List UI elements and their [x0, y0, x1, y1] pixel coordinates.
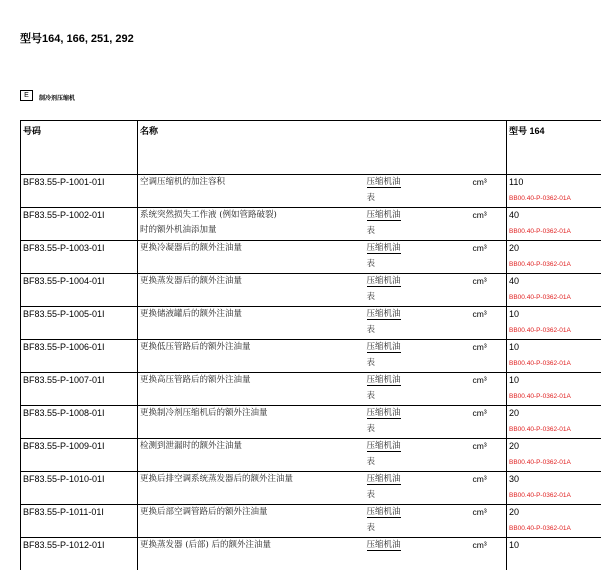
value: 20 — [507, 505, 601, 522]
header-part-no: 号码 — [21, 121, 138, 175]
unit: cm³ — [471, 307, 507, 324]
description — [138, 373, 365, 406]
medium-label: 压缩机油 — [366, 375, 401, 385]
medium-label: 压缩机油 — [366, 441, 401, 451]
table-row — [21, 274, 601, 291]
value: 10 — [507, 538, 601, 555]
reference-link[interactable]: BB00.40-P-0362-01A — [507, 521, 601, 538]
medium-label: 压缩机油 — [366, 342, 401, 352]
header-name: 名称 — [138, 121, 365, 175]
table-row — [21, 373, 601, 390]
value: 20 — [507, 241, 601, 258]
unit-blank — [471, 224, 507, 241]
table-label: 表 — [366, 325, 376, 335]
unit-blank — [471, 554, 507, 570]
description-line-1: 更换制冷剂压缩机后的额外注油量 — [140, 408, 268, 418]
unit-blank — [471, 290, 507, 307]
table-label: 表 — [366, 490, 376, 500]
unit: cm³ — [471, 241, 507, 258]
medium — [365, 439, 471, 456]
description — [138, 538, 365, 571]
medium-label: 压缩机油 — [366, 243, 401, 253]
reference-link[interactable]: BB00.40-P-0362-01A — [507, 488, 601, 505]
description-line-1: 更换储液罐后的额外注油量 — [140, 309, 243, 319]
unit-blank — [471, 455, 507, 472]
table-row — [21, 538, 601, 555]
medium — [365, 505, 471, 522]
unit: cm³ — [471, 340, 507, 357]
table-row — [21, 505, 601, 522]
unit-blank — [471, 257, 507, 274]
unit-blank — [471, 356, 507, 373]
value: 20 — [507, 406, 601, 423]
unit: cm³ — [471, 208, 507, 225]
medium-label: 压缩机油 — [366, 540, 401, 550]
medium-label: 压缩机油 — [366, 507, 401, 517]
description-line-1: 更换蒸发器后的额外注油量 — [140, 276, 243, 286]
description — [138, 439, 365, 472]
value: 10 — [507, 373, 601, 390]
table-body — [21, 175, 601, 571]
medium-label: 压缩机油 — [366, 210, 401, 220]
part-number: BF83.55-P-1002-01I — [21, 208, 138, 241]
table-row — [21, 340, 601, 357]
value: 10 — [507, 307, 601, 324]
description — [138, 406, 365, 439]
description-line-1: 更换后部空调管路后的额外注油量 — [140, 507, 268, 517]
description — [138, 274, 365, 307]
part-number: BF83.55-P-1003-01I — [21, 241, 138, 274]
description — [138, 307, 365, 340]
section-icon: E — [20, 90, 33, 101]
medium — [365, 208, 471, 225]
header-blank-unit — [471, 121, 507, 175]
unit-blank — [471, 323, 507, 340]
unit-blank — [471, 488, 507, 505]
part-number: BF83.55-P-1004-01I — [21, 274, 138, 307]
table-row — [21, 175, 601, 192]
part-number: BF83.55-P-1008-01I — [21, 406, 138, 439]
part-number: BF83.55-P-1012-01I — [21, 538, 138, 571]
table-label — [365, 554, 471, 570]
header-blank-medium — [365, 121, 471, 175]
table-header-row — [21, 121, 601, 175]
reference-link[interactable] — [507, 554, 601, 570]
unit: cm³ — [471, 439, 507, 456]
table-row — [21, 472, 601, 489]
medium-label: 压缩机油 — [366, 474, 401, 484]
table-label: 表 — [366, 523, 376, 533]
data-table — [20, 120, 601, 570]
medium — [365, 538, 471, 555]
description-line-1: 更换后排空调系统蒸发器后的额外注油量 — [140, 474, 294, 484]
table-label: 表 — [366, 292, 376, 302]
medium-label: 压缩机油 — [366, 276, 401, 286]
table-label: 表 — [366, 193, 376, 203]
reference-link[interactable]: BB00.40-P-0362-01A — [507, 356, 601, 373]
table-row — [21, 208, 601, 225]
page-title: 型号164, 166, 251, 292 — [20, 33, 134, 45]
unit: cm³ — [471, 274, 507, 291]
part-number: BF83.55-P-1001-01I — [21, 175, 138, 208]
part-number: BF83.55-P-1007-01I — [21, 373, 138, 406]
description-line-1: 更换冷凝器后的额外注油量 — [140, 243, 243, 253]
medium — [365, 274, 471, 291]
table-label: 表 — [366, 358, 376, 368]
value: 10 — [507, 340, 601, 357]
description-line-1: 更换高压管路后的额外注油量 — [140, 375, 251, 385]
table-label: 表 — [366, 424, 376, 434]
reference-link[interactable]: BB00.40-P-0362-01A — [507, 224, 601, 241]
description — [138, 175, 365, 208]
unit-blank — [471, 389, 507, 406]
reference-link[interactable]: BB00.40-P-0362-01A — [507, 290, 601, 307]
medium — [365, 241, 471, 258]
medium — [365, 472, 471, 489]
part-number: BF83.55-P-1010-01I — [21, 472, 138, 505]
part-number: BF83.55-P-1006-01I — [21, 340, 138, 373]
medium-label: 压缩机油 — [366, 177, 401, 187]
table-label: 表 — [366, 259, 376, 269]
reference-link[interactable]: BB00.40-P-0362-01A — [507, 191, 601, 208]
unit-blank — [471, 521, 507, 538]
value: 20 — [507, 439, 601, 456]
unit-blank — [471, 422, 507, 439]
unit-blank — [471, 191, 507, 208]
medium-label: 压缩机油 — [366, 309, 401, 319]
reference-link[interactable]: BB00.40-P-0362-01A — [507, 257, 601, 274]
table-row — [21, 241, 601, 258]
description — [138, 340, 365, 373]
description-line-1: 空调压缩机的加注容积 — [140, 177, 226, 187]
table-label: 表 — [366, 226, 376, 236]
unit: cm³ — [471, 505, 507, 522]
unit: cm³ — [471, 175, 507, 192]
medium — [365, 373, 471, 390]
description — [138, 505, 365, 538]
medium — [365, 340, 471, 357]
table-label: 表 — [366, 391, 376, 401]
part-number: BF83.55-P-1009-01I — [21, 439, 138, 472]
value: 40 — [507, 208, 601, 225]
part-number: BF83.55-P-1005-01I — [21, 307, 138, 340]
unit: cm³ — [471, 538, 507, 555]
table-row — [21, 439, 601, 456]
medium — [365, 307, 471, 324]
description — [138, 241, 365, 274]
description-line-1: 系统突然损失工作液 (例如管路破裂) — [140, 210, 277, 220]
table-label: 表 — [366, 457, 376, 467]
unit: cm³ — [471, 373, 507, 390]
value: 30 — [507, 472, 601, 489]
medium — [365, 175, 471, 192]
medium-label: 压缩机油 — [366, 408, 401, 418]
table-row — [21, 307, 601, 324]
unit: cm³ — [471, 472, 507, 489]
medium — [365, 406, 471, 423]
value: 110 — [507, 175, 601, 192]
reference-link[interactable]: BB00.40-P-0362-01A — [507, 455, 601, 472]
part-number: BF83.55-P-1011-01I — [21, 505, 138, 538]
description-line-1: 更换蒸发器 (后部) 后的额外注油量 — [140, 540, 272, 550]
table-row — [21, 406, 601, 423]
description — [138, 208, 365, 241]
section-header — [20, 92, 75, 103]
description-line-1: 更换低压管路后的额外注油量 — [140, 342, 251, 352]
reference-link[interactable]: BB00.40-P-0362-01A — [507, 323, 601, 340]
section-title: 制冷剂压缩机 — [39, 96, 76, 102]
description-line-1: 检测到泄漏时的额外注油量 — [140, 441, 243, 451]
reference-link[interactable]: BB00.40-P-0362-01A — [507, 389, 601, 406]
header-model: 型号 164 — [507, 121, 601, 175]
description — [138, 472, 365, 505]
value: 40 — [507, 274, 601, 291]
reference-link[interactable]: BB00.40-P-0362-01A — [507, 422, 601, 439]
description-line-2: 时的额外机油添加量 — [140, 225, 217, 235]
unit: cm³ — [471, 406, 507, 423]
